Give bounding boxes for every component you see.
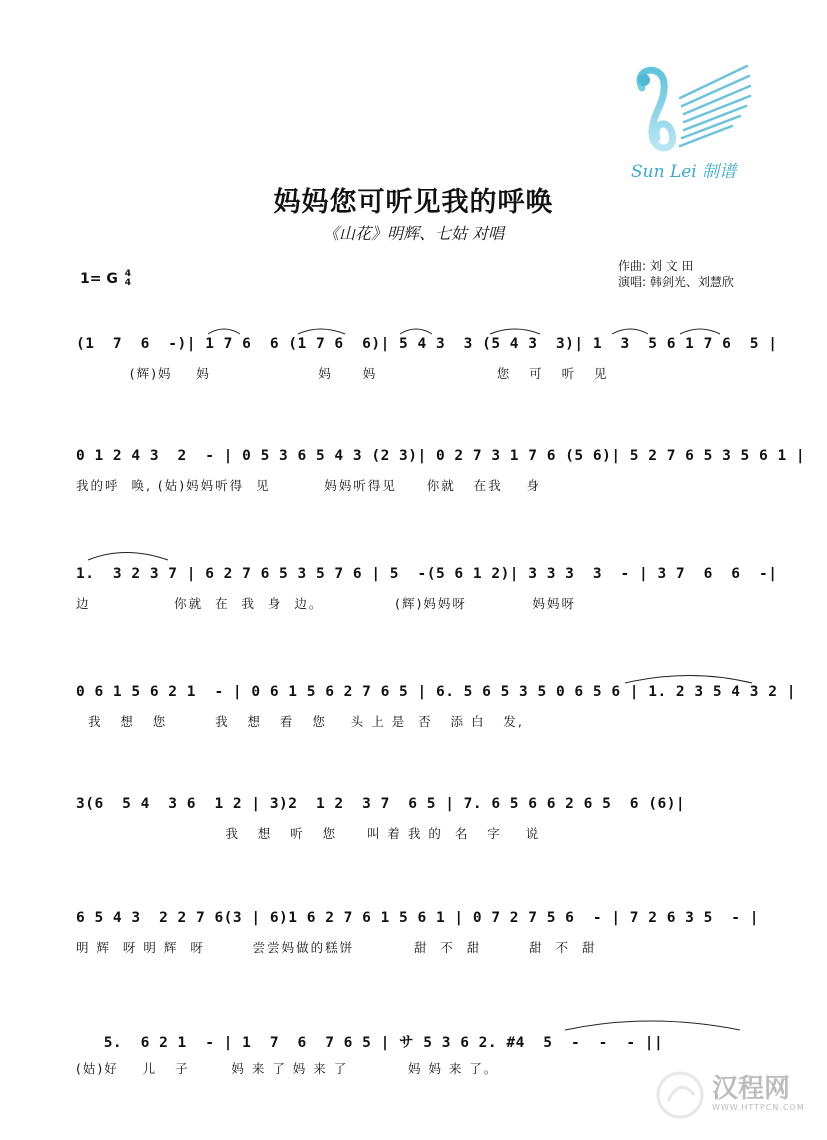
logo-text: Sun Lei 制谱 xyxy=(631,162,737,182)
lyrics-row: 明 辉 呀 明 辉 呀 尝尝妈做的糕饼 甜 不 甜 甜 不 甜 xyxy=(76,940,597,955)
song-title: 妈妈您可听见我的呼唤 xyxy=(273,187,554,218)
lyrics-row: 我 想 听 您 叫 着 我 的 名 字 说 xyxy=(76,826,541,841)
lyrics-row: 我的呼 唤, (姑)妈妈听得 见 妈妈听得见 你就 在我 身 xyxy=(76,478,542,493)
composer-name: 刘 文 田 xyxy=(649,259,694,273)
composer-label: 作曲: xyxy=(618,259,647,273)
notation-row: 0 1 2 4 3 2 - | 0 5 3 6 5 4 3 (2 3)| 0 2 7 3 1 7 6 (5 6)| 5 2 7 6 5 3 5 6 1 | xyxy=(76,448,806,464)
notation-row: 1. 3 2 3 7 | 6 2 7 6 5 3 5 7 6 | 5 -(5 6 1 2)| 3 3 3 3 - | 3 7 6 6 -| xyxy=(76,566,778,582)
credits xyxy=(618,258,734,290)
time-top: 4 xyxy=(124,269,131,279)
time-bottom: 4 xyxy=(124,278,131,288)
key-signature xyxy=(80,270,131,288)
notation-row: (1 7 6 -)| 1 7 6 6 (1 7 6 6)| 5 4 3 3 (5 4 3 3)| 1 3 5 6 1 7 6 5 | xyxy=(76,336,778,352)
notation-row: 5. 6 2 1 - | 1 7 6 7 6 5 | サ 5 3 6 2. #4 5 - - - || xyxy=(76,1035,664,1051)
notation-row: 0 6 1 5 6 2 1 - | 0 6 1 5 6 2 7 6 5 | 6. 5 6 5 3 5 0 6 5 6 | 1. 2 3 5 4 3 2 | xyxy=(76,684,796,700)
lyrics-row: 边 你就 在 我 身 边。 (辉)妈妈呀 妈妈呀 xyxy=(76,596,577,611)
composer-row xyxy=(618,258,734,274)
lyrics-row: (辉)妈 妈 妈 妈 您 可 听 见 xyxy=(76,366,609,381)
singer-names: 韩剑光、刘慧欣 xyxy=(649,275,734,289)
notation-row: 3(6 5 4 3 6 1 2 | 3)2 1 2 3 7 6 5 | 7. 6 5 6 6 2 6 5 6 (6)| xyxy=(76,796,686,812)
singer-row xyxy=(618,274,734,290)
key-label: 1= G xyxy=(80,271,118,287)
watermark-url: WWW.HTTPCN.COM xyxy=(712,1103,805,1112)
watermark-text: 汉程网 xyxy=(712,1074,791,1104)
lyrics-row: (姑)好 儿 子 妈 来 了 妈 来 了 妈 妈 来 了。 xyxy=(76,1061,499,1076)
lyrics-row: 我 想 您 我 想 看 您 头 上 是 否 添 白 发, xyxy=(76,714,524,729)
time-signature xyxy=(125,270,131,288)
song-subtitle: 《山花》明辉、七姑 对唱 xyxy=(322,224,505,243)
notation-row: 6 5 4 3 2 2 7 6(3 | 6)1 6 2 7 6 1 5 6 1 | 0 7 2 7 5 6 - | 7 2 6 3 5 - | xyxy=(76,910,760,926)
singer-label: 演唱: xyxy=(618,275,647,289)
